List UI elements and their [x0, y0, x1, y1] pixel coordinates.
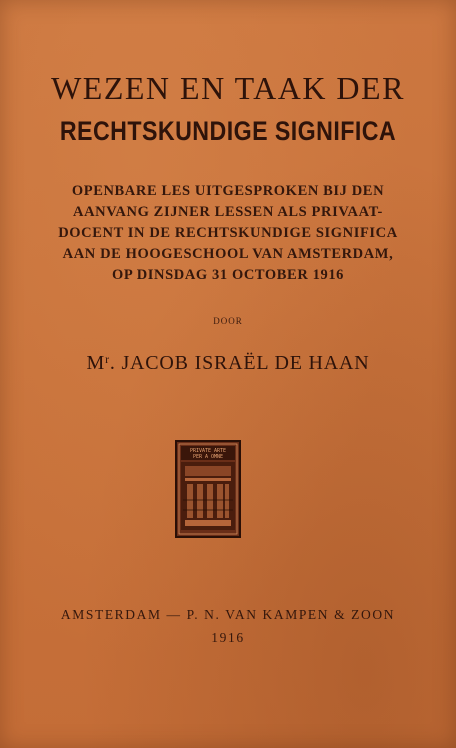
title-line-1: WEZEN EN TAAK DER — [51, 70, 405, 106]
subtitle-line-2: AANVANG ZIJNER LESSEN ALS PRIVAAT- — [73, 204, 383, 220]
author-name: . JACOB ISRAËL DE HAAN — [109, 352, 370, 374]
subtitle-line-1: OPENBARE LES UITGESPROKEN BIJ DEN — [71, 183, 385, 199]
emblem-text-1: PRIVATE ARTE — [189, 448, 227, 454]
author-title-superscript: r — [105, 352, 110, 366]
publication-year: 1916 — [211, 630, 245, 645]
title-line-2: RECHTSKUNDIGE SIGNIFICA — [59, 116, 397, 146]
emblem-text-2: PER A OMNE — [192, 454, 224, 460]
subtitle-line-5: OP DINSDAG 31 OCTOBER 1916 — [111, 267, 345, 283]
author-line — [0, 352, 456, 375]
subtitle-line-4: AAN DE HOOGESCHOOL VAN AMSTERDAM, — [62, 246, 394, 262]
author-title: M — [86, 352, 106, 374]
by-label: DOOR — [213, 316, 243, 326]
publisher-emblem-icon — [175, 440, 241, 538]
publisher-line: AMSTERDAM — P. N. VAN KAMPEN & ZOON — [60, 607, 396, 622]
subtitle-line-3: DOCENT IN DE RECHTSKUNDIGE SIGNIFICA — [58, 225, 398, 241]
